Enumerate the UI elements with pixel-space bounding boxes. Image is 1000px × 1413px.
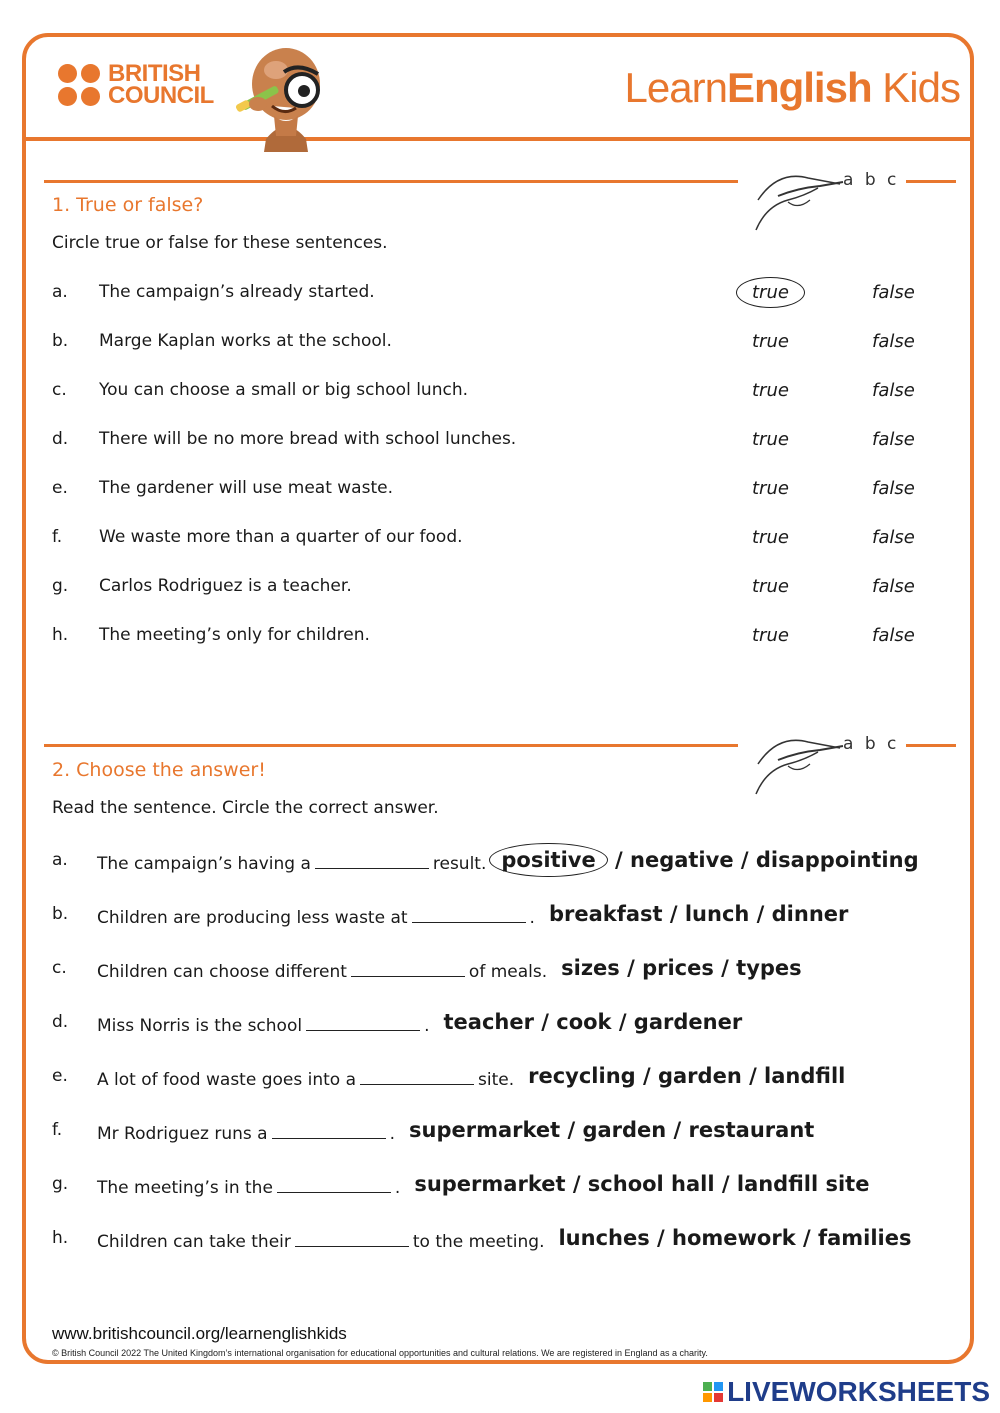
section1-rule-right — [906, 180, 956, 183]
item-sentence: Children can take their to the meeting. lunches / homework / families — [97, 1226, 912, 1252]
choice-item — [52, 1172, 952, 1206]
item-letter: d. — [52, 1012, 69, 1032]
answer-options[interactable]: supermarket / school hall / landfill site — [414, 1172, 870, 1196]
liveworksheets-watermark — [703, 1376, 990, 1408]
true-option[interactable]: true — [752, 380, 789, 401]
false-option[interactable]: false — [872, 429, 915, 450]
answer-options[interactable]: breakfast / lunch / dinner — [548, 902, 849, 926]
mascot-character-icon — [236, 44, 330, 156]
section2-instruction: Read the sentence. Circle the correct answer. — [52, 798, 439, 818]
choice-item — [52, 1226, 952, 1260]
item-sentence: Miss Norris is the school . teacher / cook / gardener — [97, 1010, 743, 1036]
item-text: Marge Kaplan works at the school. — [99, 331, 392, 351]
answer-blank[interactable] — [295, 1232, 409, 1247]
liveworksheets-wordmark: LIVEWORKSHEETS — [727, 1376, 990, 1407]
item-text: The gardener will use meat waste. — [99, 478, 393, 498]
abc-label: a b c — [843, 734, 900, 754]
true-option[interactable]: true — [752, 625, 789, 646]
item-letter: c. — [52, 958, 67, 978]
section2-title: 2. Choose the answer! — [52, 759, 266, 781]
false-option[interactable]: false — [872, 576, 915, 597]
footer-copyright: © British Council 2022 The United Kingdom’s international organisation for educational opportunities and cultural relations. We are registered in England as a charity. — [52, 1348, 708, 1358]
answer-blank[interactable] — [306, 1016, 420, 1031]
tf-item — [52, 625, 952, 655]
item-text: We waste more than a quarter of our food. — [99, 527, 463, 547]
british-council-dots-icon — [58, 64, 100, 106]
false-option[interactable]: false — [872, 380, 915, 401]
section1-rule-left — [44, 180, 738, 183]
british-council-logo — [58, 60, 214, 109]
false-option[interactable]: false — [872, 478, 915, 499]
false-option[interactable]: false — [872, 527, 915, 548]
item-text: There will be no more bread with school lunches. — [99, 429, 517, 449]
answer-options[interactable]: lunches / homework / families — [558, 1226, 912, 1250]
answer-blank[interactable] — [315, 854, 429, 869]
answer-circle: positive — [489, 843, 607, 877]
writing-hand-icon — [748, 160, 848, 240]
tf-item — [52, 429, 952, 459]
liveworksheets-logo-icon — [703, 1382, 723, 1402]
item-text: The campaign’s already started. — [99, 282, 375, 302]
answer-blank[interactable] — [360, 1070, 474, 1085]
item-sentence: The meeting’s in the . supermarket / school hall / landfill site — [97, 1172, 870, 1198]
item-letter: e. — [52, 1066, 68, 1086]
choice-item — [52, 848, 952, 882]
choice-item — [52, 1010, 952, 1044]
answer-blank[interactable] — [412, 908, 526, 923]
answer-options[interactable]: positive / negative / disappointing — [500, 848, 918, 872]
answer-circle: true — [736, 277, 805, 308]
answer-options[interactable]: supermarket / garden / restaurant — [409, 1118, 815, 1142]
item-text: You can choose a small or big school lunch. — [99, 380, 469, 400]
section1-title: 1. True or false? — [52, 194, 204, 216]
true-option[interactable]: true — [752, 576, 789, 597]
item-sentence: A lot of food waste goes into a site. recycling / garden / landfill — [97, 1064, 846, 1090]
learnenglish-kids-logo: LearnEnglish Kids — [624, 64, 960, 111]
tf-item — [52, 282, 952, 312]
true-option[interactable] — [752, 282, 805, 303]
tf-item — [52, 380, 952, 410]
item-letter: g. — [52, 1174, 69, 1194]
item-text: Carlos Rodriguez is a teacher. — [99, 576, 352, 596]
item-letter: f. — [52, 527, 63, 547]
true-option[interactable]: true — [752, 429, 789, 450]
answer-options[interactable]: recycling / garden / landfill — [528, 1064, 846, 1088]
choice-item — [52, 956, 952, 990]
answer-blank[interactable] — [351, 962, 465, 977]
item-sentence: Mr Rodriguez runs a . supermarket / garden / restaurant — [97, 1118, 815, 1144]
false-option[interactable]: false — [872, 625, 915, 646]
false-option[interactable]: false — [872, 331, 915, 352]
tf-item — [52, 527, 952, 557]
true-option[interactable]: true — [752, 527, 789, 548]
answer-options[interactable]: teacher / cook / gardener — [443, 1010, 743, 1034]
item-sentence: The campaign’s having a result. positive / negative / disappointing — [97, 850, 919, 874]
item-letter: a. — [52, 282, 68, 302]
british-council-wordmark: BRITISH COUNCIL — [108, 60, 214, 109]
choice-item — [52, 1118, 952, 1152]
abc-label: a b c — [843, 170, 900, 190]
section2-rule-right — [906, 744, 956, 747]
tf-item — [52, 331, 952, 361]
tf-item — [52, 576, 952, 606]
section2-rule-left — [44, 744, 738, 747]
section1-instruction: Circle true or false for these sentences. — [52, 233, 388, 253]
item-letter: h. — [52, 1228, 69, 1248]
item-letter: a. — [52, 850, 68, 870]
item-sentence: Children are producing less waste at . breakfast / lunch / dinner — [97, 902, 849, 928]
item-letter: g. — [52, 576, 69, 596]
item-letter: h. — [52, 625, 69, 645]
item-letter: f. — [52, 1120, 63, 1140]
item-letter: b. — [52, 331, 69, 351]
footer-url[interactable]: www.britishcouncil.org/learnenglishkids — [52, 1324, 347, 1343]
false-option[interactable]: false — [872, 282, 915, 303]
true-option[interactable]: true — [752, 331, 789, 352]
tf-item — [52, 478, 952, 508]
item-text: The meeting’s only for children. — [99, 625, 370, 645]
answer-options[interactable]: sizes / prices / types — [561, 956, 802, 980]
true-option[interactable]: true — [752, 478, 789, 499]
item-sentence: Children can choose different of meals. sizes / prices / types — [97, 956, 802, 982]
choice-item — [52, 902, 952, 936]
item-letter: d. — [52, 429, 69, 449]
answer-blank[interactable] — [272, 1124, 386, 1139]
item-letter: e. — [52, 478, 68, 498]
answer-blank[interactable] — [277, 1178, 391, 1193]
item-letter: b. — [52, 904, 69, 924]
item-letter: c. — [52, 380, 67, 400]
header-divider — [22, 137, 974, 141]
choice-item — [52, 1064, 952, 1098]
writing-hand-icon — [748, 724, 848, 804]
